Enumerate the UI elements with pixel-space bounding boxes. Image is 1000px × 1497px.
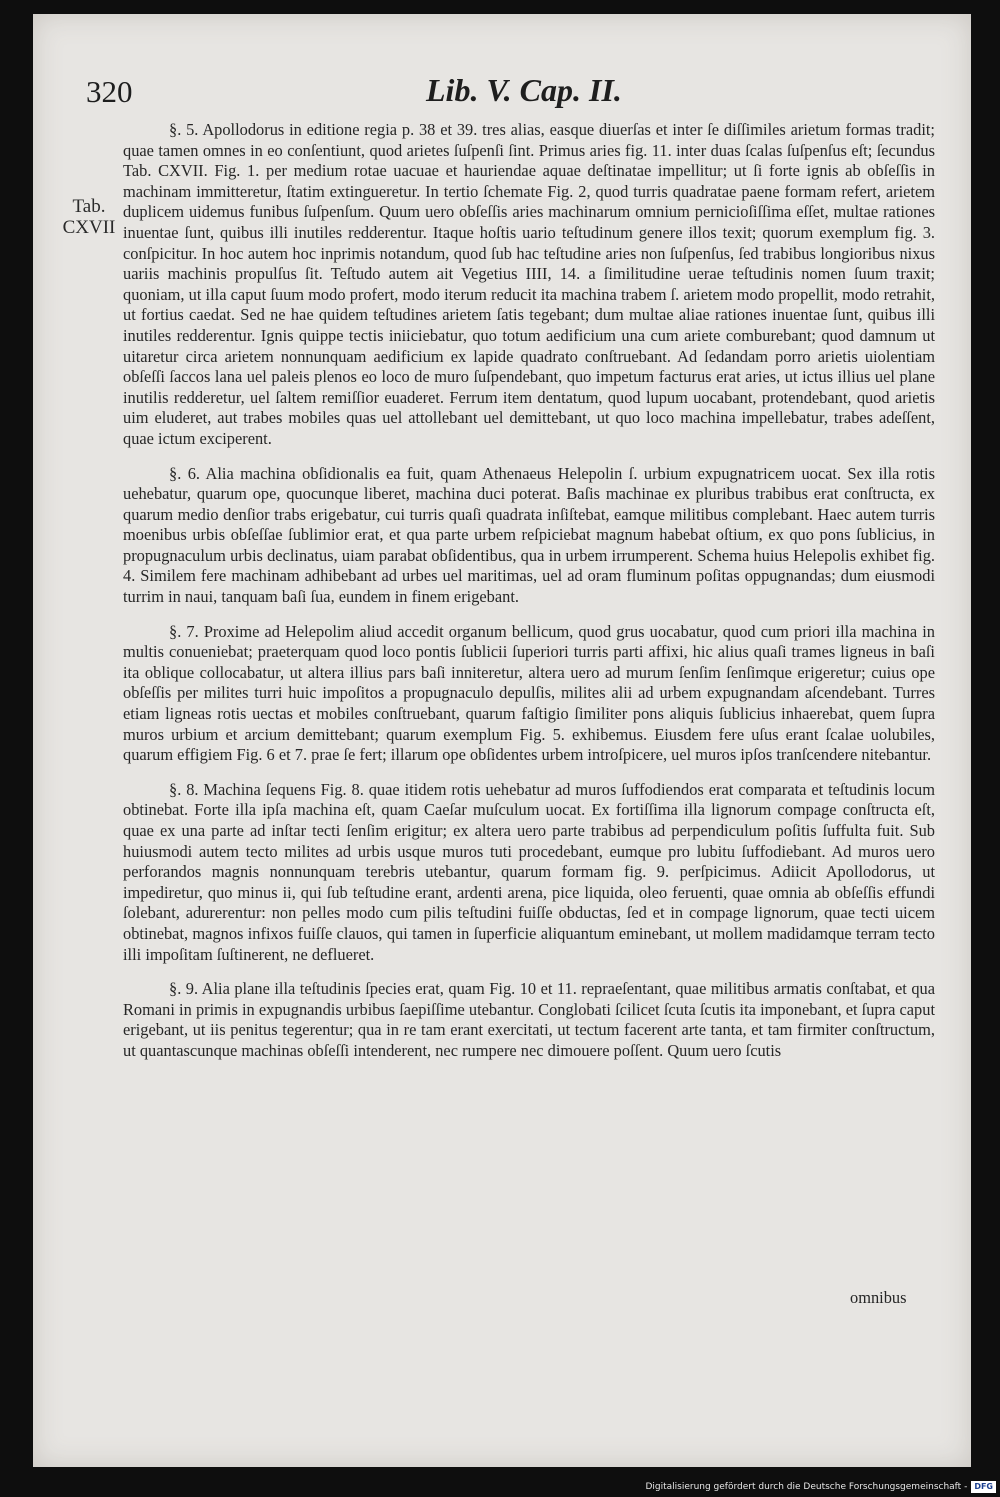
catchword: omnibus — [850, 1288, 907, 1307]
page-number: 320 — [86, 74, 133, 109]
margin-note-line: Tab. — [72, 196, 106, 217]
paragraph-section-7: §. 7. Proxime ad Helepolim aliud accedit organum bellicum, quod grus uocabatur, quod cum priori illa machina in multis conueniebat; praeterquam quod loco pontis ſublicii ſuperiori turris parti affixi, hic alius quaſi trames ligneus in baſi ita oblique collocabatur, ut altera illius pars baſi inniteretur, altera uero ad murum ſenſim ſenſimque erigeretur; cuius ope obſeſſis per milites turri huic impoſitos a propugnaculo depulſis, milites alii ad urbem expugnandam aſcendebant. Turres etiam ligneas rotis uectas et mobiles conſtruebant, quarum faſtigio ſimiliter pons aliquis ſublicius inhaerebat, quem ſupra muros urbium et arcium demittebant; quarum exemplum Fig. 5. exhibemus. Eiusdem fere uſus erant ſcalae uolubiles, quarum effigiem Fig. 6 et 7. prae ſe fert; illarum ope obſidentes urbem introſpicere, uel muros ipſos tranſcendere nitebantur. — [123, 621, 935, 765]
footer — [620, 1480, 996, 1494]
body-text — [123, 120, 935, 1062]
running-title: Lib. V. Cap. II. — [426, 72, 622, 108]
paragraph-section-5: §. 5. Apollodorus in editione regia p. 38 et 39. tres alias, easque diuerſas et inter ſe diſſimiles arietum formas tradit; quae tamen omnes in eo conſentiunt, quod arietes ſuſpenſi ſint. Primus aries fig. 11. inter duas ſcalas ſuſpenſus eſt; ſecundus Tab. CXVII. Fig. 1. per medium rotae uacuae et hauriendae aquae deſtinatae impellitur; ut ſi forte ignis ab obſeſſis in machinam immitteretur, ſtatim extingueretur. In tertio ſchemate Fig. 2, quod turris quadratae paene formam refert, arietem duplicem uidemus funibus ſuſpenſum. Quum uero obſeſſis aries machinarum omnium pernicioſiſſima eſſet, multae rationes inuentae ſunt, quibus illi inutiles redderentur. Itaque hoſtis uario teſtudinum genere illos texit; quorum exemplum fig. 3. conſpicitur. In hoc autem hoc inprimis notandum, quod ſub hac teſtudine aries non ſuſpenſus, ſed trabibus longioribus nixus uariis machinis propulſus ſit. Teſtudo autem ait Vegetius IIII, 14. a ſimilitudine uerae teſtudinis nomen ſuum traxit; quoniam, ut illa caput ſuum modo profert, modo iterum reducit ita machina trabem ſ. arietem modo propellit, modo retrahit, ut fortius caedat. Sed ne hae quidem teſtudines arietem ſatis tegebant; dum multae aliae rationes inuentae ſunt, quibus illi inutiles redderentur. Ignis quippe tectis iniiciebatur, quo totum aedificium una cum ariete comburebant; quod damnum ut uitaretur circa arietem nonnunquam aedificium ex lapide quadrato conſtruebant. Ad ſedandam porro arietis uiolentiam obſeſſi ſaccos lana uel paleis plenos eo loco de muro ſuſpendebant, quo impetum facturus erat aries, ut ictus illius uel plane inutilis redderetur, uel ſaltem remiſſior euaderet. Ferrum item dentatum, quod lupum uocabant, protendebant, quod arietis uim eluderet, aut trabes mobiles quas uel attollebant uel demittebant, ut quo loco machina impellebatur, trabes adeſſent, quae ictum exciperent. — [123, 120, 935, 448]
page-header — [86, 72, 946, 112]
margin-note-line: CXVII — [62, 217, 116, 238]
paragraph-section-9: §. 9. Alia plane illa teſtudinis ſpecies erat, quam Fig. 10 et 11. repraeſentant, quae militibus armatis conſtabat, et qua Romani in primis in expugnandis urbibus ſaepiſſime utebantur. Conglobati ſcilicet ſcuta ſcutis ita imponebant, et ſupra caput erigebant, ut iis penitus tegerentur; qua in re tam erant exercitati, ut tectum facerent arte tanta, et tam firmiter conſtructum, ut quantascunque machinas obſeſſi intenderent, nec rumpere nec dimouere poſſent. Quum uero ſcutis — [123, 979, 935, 1060]
funding-notice: Digitalisierung gefördert durch die Deutsche Forschungsgemeinschaft - — [645, 1482, 968, 1492]
paragraph-section-8: §. 8. Machina ſequens Fig. 8. quae itidem rotis uehebatur ad muros ſuffodiendos erat comparata et teſtudinis locum obtinebat. Forte illa ipſa machina eſt, quam Caeſar muſculum uocat. Ex fortiſſima illa lignorum compage conſtructa eſt, quae ex una parte ad inſtar tecti ſenſim erigitur; ex altera uero parte trabibus ad perpendiculum poſitis ſuffulta fuit. Sub huiusmodi autem tecto milites ad urbis usque muros tuti procedebant, eumque pro lubitu ſuffodiebant. Ad muros uero perforandos magnis nonnunquam terebris utebantur, quarum formam fig. 9. perſpicimus. Adiicit Apollodorus, ut impediretur, quo minus ii, qui ſub teſtudine erant, ardenti arena, pice liquida, oleo feruenti, quae omnia ab obſeſſis effundi ſolebant, adurerentur: non pelles modo cum pilis teſtudini fuiſſe obductas, ſed et in compage lignorum, quae tecti uicem obtinebat, magnos infixos fuiſſe clauos, qui tamen in ſuperficie aliquantum eminebant, ut mollem madidamque terram tecto illi impoſitam ſuſtinerent, ne deflueret. — [123, 779, 935, 964]
dfg-logo: DFG — [971, 1481, 996, 1493]
paragraph-section-6: §. 6. Alia machina obſidionalis ea fuit, quam Athenaeus Helepolin ſ. urbium expugnatricem uocat. Sex illa rotis uehebatur, quarum ope, quocunque liberet, machina duci poterat. Baſis machinae ex pluribus trabibus erat conſtructa, ex quarum medio denſior trabs erigebatur, cui turris quaſi quadrata inſiſtebat, eamque militibus complebant. Haec autem turris moenibus urbis obſeſſae ſublimior erat, et qua parte urbem reſpiciebat magnum habebat oſtium, ex quo pons ſublicius, in propugnaculum urbis declinatus, uiam parabat obſidentibus, qua in urbem irrumperent. Schema huius Helepolis exhibet fig. 4. Similem fere machinam adhibebant ad urbes uel maritimas, uel ad oram fluminum poſitas oppugnandas; dum eiusmodi turrim in naui, tanquam baſi ſua, eundem in finem erigebant. — [123, 463, 935, 607]
margin-note — [54, 196, 124, 238]
